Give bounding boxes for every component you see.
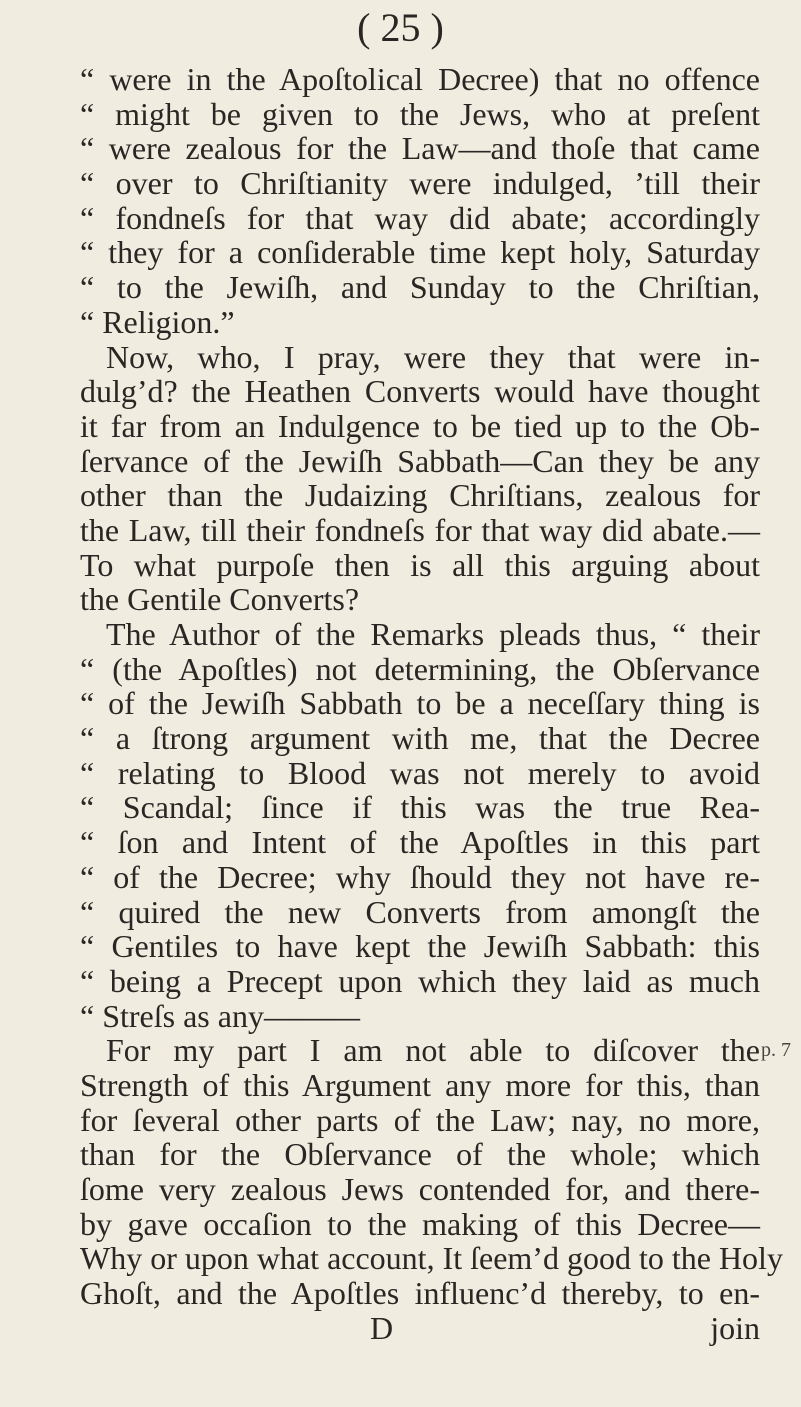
text-line: “ over to Chriſtianity were indulged, ’till their [80, 165, 760, 202]
text-line: “ quired the new Converts from amongſt the [80, 893, 760, 930]
text-line: the Gentile Converts? [80, 581, 360, 618]
margin-note: p. 7 [761, 1039, 791, 1061]
text-line: by gave occaſion to the making of this Decree— [80, 1205, 760, 1242]
text-line: “ of the Jewiſh Sabbath to be a neceſſary thing is [80, 685, 760, 722]
text-line: other than the Judaizing Chriſtians, zealous for [80, 477, 760, 514]
text-line: Why or upon what account, It ſeem’d good to the Holy [80, 1240, 783, 1277]
text-line: The Author of the Remarks pleads thus, “ their [106, 616, 760, 652]
text-line: than for the Obſervance of the whole; which [80, 1136, 760, 1173]
text-line: it far from an Indulgence to be tied up to the Ob- [80, 407, 760, 444]
text-line: “ might be given to the Jews, who at preſent [80, 95, 760, 132]
text-line: “ relating to Blood was not merely to avoid [80, 754, 760, 791]
text-line: for ſeveral other parts of the Law; nay, no more, [80, 1101, 760, 1138]
text-line: For my part I am not able to diſcover the [106, 1032, 760, 1069]
text-line: “ Streſs as any——— [80, 997, 360, 1034]
text-line: “ being a Precept upon which they laid as much [80, 962, 760, 999]
text-line: “ were in the Apoſtolical Decree) that no offence [80, 61, 760, 97]
text-line: “ a ſtrong argument with me, that the Decree [80, 720, 760, 757]
text-line: Now, who, I pray, were they that were in- [106, 338, 760, 375]
text-line: ſome very zealous Jews contended for, and there- [80, 1171, 760, 1207]
signature-line [80, 1311, 760, 1346]
text-line: “ they for a conſiderable time kept holy, Saturday [80, 234, 760, 271]
text-line: “ of the Decree; why ſhould they not have re- [80, 858, 760, 895]
text-line: “ (the Apoſtles) not determining, the Obſervance [80, 650, 760, 687]
text-line: “ were zealous for the Law—and thoſe that came [80, 130, 760, 167]
text-line: ſervance of the Jewiſh Sabbath—Can they be any [80, 442, 760, 479]
catchword: join [710, 1309, 760, 1346]
page-number: ( 25 ) [357, 5, 444, 50]
text-line: “ fondneſs for that way did abate; accordingly [80, 199, 760, 236]
text-line: Strength of this Argument any more for this, than [80, 1066, 760, 1103]
text-line: “ ſon and Intent of the Apoſtles in this part [80, 824, 760, 861]
text-line: “ Scandal; ſince if this was the true Rea- [80, 789, 760, 826]
text-line: “ Gentiles to have kept the Jewiſh Sabbath: this [80, 928, 760, 965]
text-line: “ Religion.” [80, 303, 235, 340]
text-line: dulg’d? the Heathen Converts would have thought [80, 373, 760, 410]
signature-mark: D [370, 1309, 394, 1346]
text-line: Ghoſt, and the Apoſtles influenc’d thereby, to en- [80, 1275, 760, 1312]
text-line: the Law, till their fondneſs for that way did abate.— [80, 511, 760, 548]
text-line: To what purpoſe then is all this arguing about [80, 546, 760, 583]
text-line: “ to the Jewiſh, and Sunday to the Chriſtian, [80, 269, 760, 306]
